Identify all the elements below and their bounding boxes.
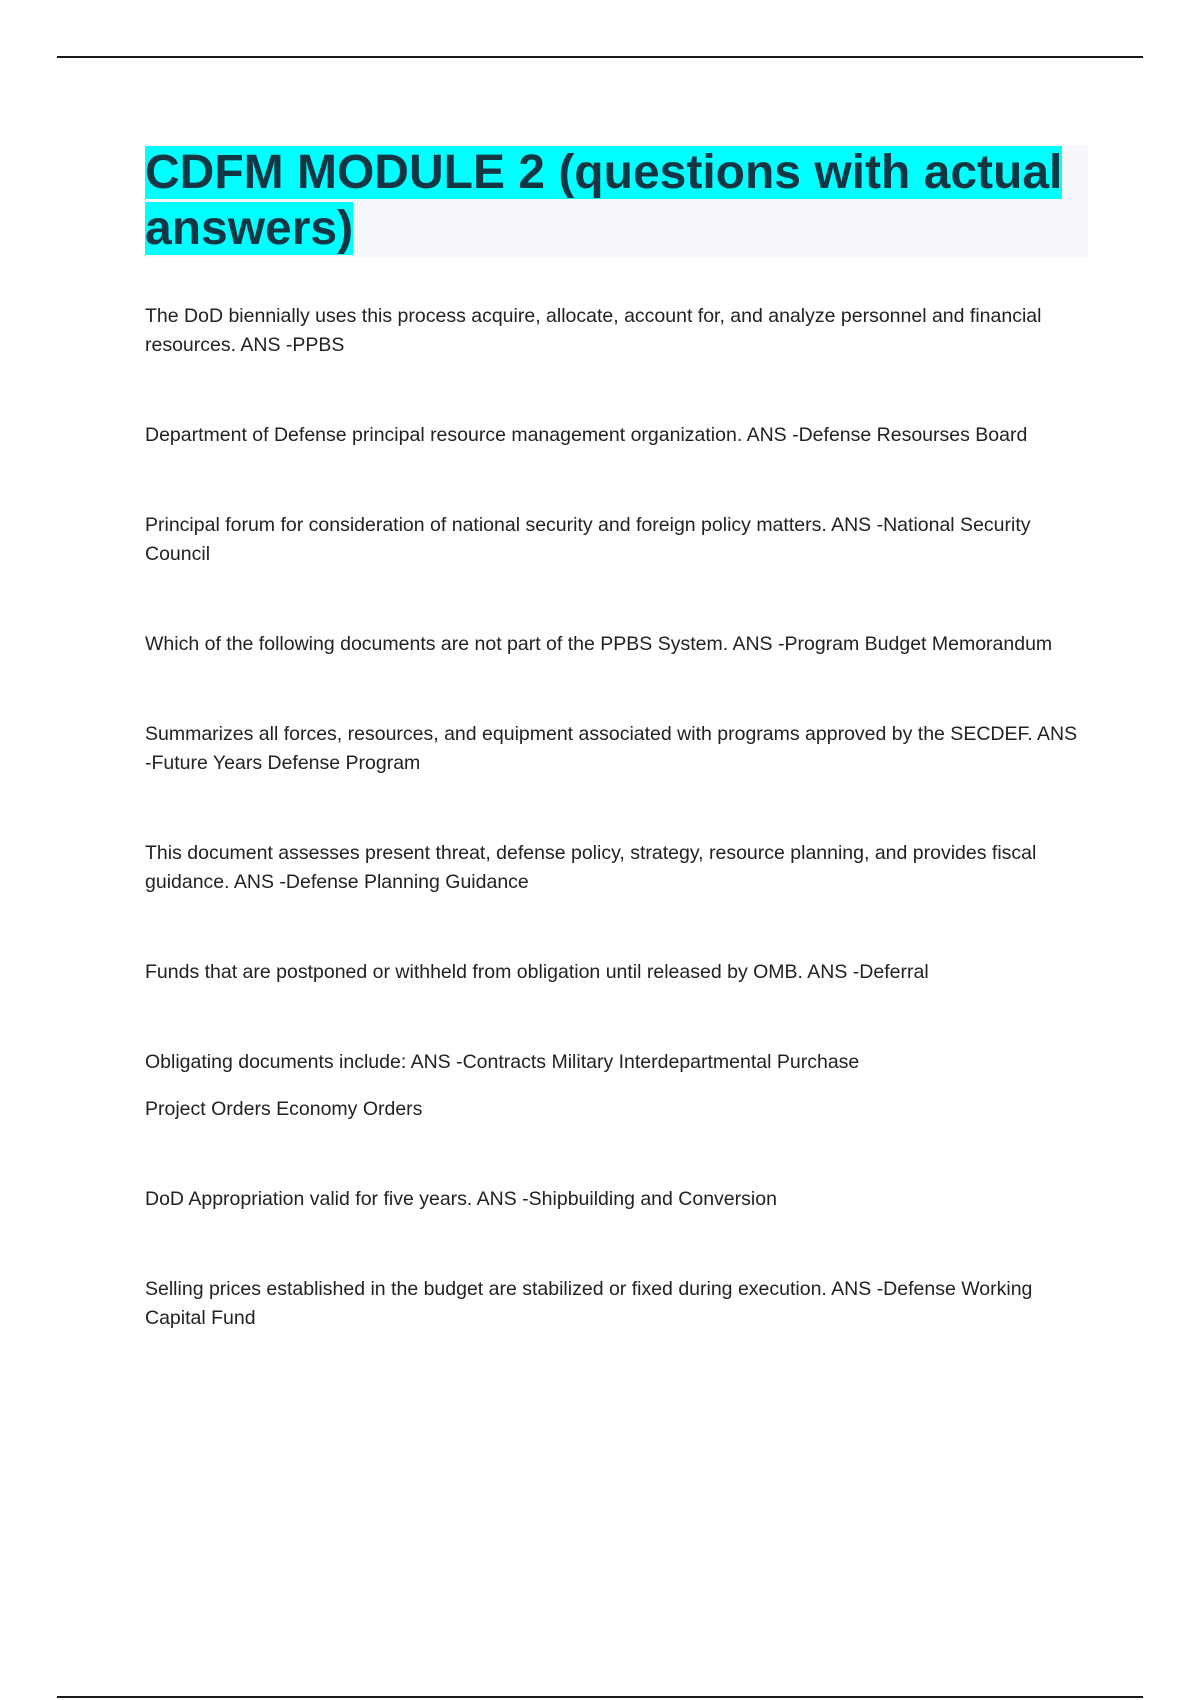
qa-text: Department of Defense principal resource management organization. ANS -Defense Resourses Board: [145, 424, 1028, 446]
qa-text: Principal forum for consideration of national security and foreign policy matters. ANS -National Security Council: [145, 514, 1031, 565]
qa-text: Summarizes all forces, resources, and equipment associated with programs approved by the SECDEF. ANS -Future Years Defense Program: [145, 723, 1078, 774]
qa-list: [145, 302, 1080, 1394]
qa-item: [145, 630, 1080, 659]
title-block: [145, 145, 1088, 257]
qa-continuation: Project Orders Economy Orders: [145, 1098, 423, 1120]
qa-item: [145, 421, 1080, 450]
qa-item: [145, 839, 1080, 897]
bottom-rule: [57, 1696, 1143, 1698]
qa-text: Which of the following documents are not part of the PPBS System. ANS -Program Budget Memorandum: [145, 633, 1053, 655]
qa-item: [145, 720, 1080, 778]
qa-text: The DoD biennially uses this process acquire, allocate, account for, and analyze personnel and financial resources. ANS -PPBS: [145, 305, 1042, 356]
qa-text: Funds that are postponed or withheld from obligation until released by OMB. ANS -Deferral: [145, 961, 929, 983]
qa-item: [145, 958, 1080, 987]
top-rule: [57, 56, 1143, 58]
qa-text: Obligating documents include: ANS -Contracts Military Interdepartmental Purchase: [145, 1051, 860, 1073]
qa-text: DoD Appropriation valid for five years. ANS -Shipbuilding and Conversion: [145, 1188, 777, 1210]
qa-item: [145, 1185, 1080, 1214]
qa-item: [145, 302, 1080, 360]
qa-item: [145, 1048, 1080, 1124]
qa-text: This document assesses present threat, defense policy, strategy, resource planning, and provides fiscal guidance. ANS -Defense Planning Guidance: [145, 842, 1037, 893]
qa-text: Selling prices established in the budget are stabilized or fixed during execution. ANS -Defense Working Capital Fund: [145, 1278, 1033, 1329]
qa-item: [145, 511, 1080, 569]
title-highlight: CDFM MODULE 2 (questions with actual answers): [145, 146, 1063, 255]
document-title: [145, 145, 1088, 257]
qa-item: [145, 1275, 1080, 1333]
